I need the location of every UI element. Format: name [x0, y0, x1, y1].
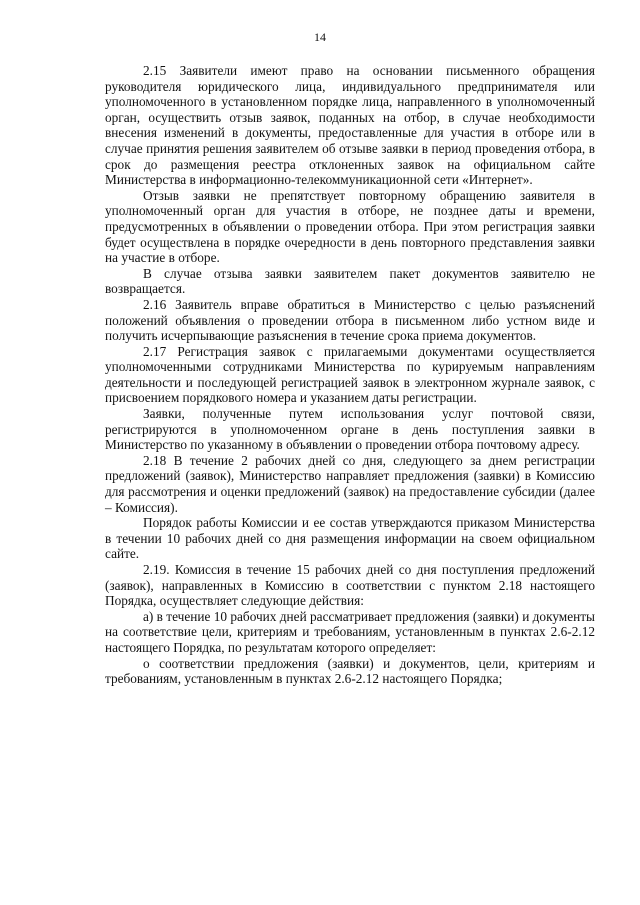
paragraph-2-19-a: а) в течение 10 рабочих дней рассматривает предложения (заявки) и документы на соответствие цели, критериям и требованиям, установленным в пунктах 2.6-2.12 настоящего Порядка, по результатам которого определяет:	[105, 608, 595, 655]
paragraph-documents-not-returned: В случае отзыва заявки заявителем пакет документов заявителю не возвращается.	[105, 265, 595, 297]
paragraph-2-16: 2.16 Заявитель вправе обратиться в Министерство с целью разъяснений положений объявления о проведении отбора в письменном либо устном виде и получить исчерпывающие разъяснения в течение срока приема документов.	[105, 296, 595, 344]
paragraph-2-15: 2.15 Заявители имеют право на основании письменного обращения руководителя юридического лица, индивидуального предпринимателя или уполномоченного в установленном порядке лица, направленного в уполномоченный орган, осуществить отзыв заявок, поданных на отбор, в случае необходимости внесения изменений в документы, предоставленные для участия в отборе или в случае принятия решения заявителем об отзыве заявки в период проведения отбора, в срок до размещения реестра отклоненных заявок на официальном сайте Министерства в информационно-телекоммуникационной сети «Интернет».	[105, 63, 595, 188]
document-body	[105, 63, 595, 687]
paragraph-2-18: 2.18 В течение 2 рабочих дней со дня, следующего за днем регистрации предложений (заявок), Министерство направляет предложения (заявки) в Комиссию для рассмотрения и оценки предложений (заявок) на предоставление субсидии (далее – Комиссия).	[105, 452, 595, 515]
paragraph-2-17: 2.17 Регистрация заявок с прилагаемыми документами осуществляется уполномоченными сотрудниками Министерства по курируемым направлениям деятельности и последующей регистрацией заявок в электронном журнале заявок, с присвоением порядкового номера и указанием даты регистрации.	[105, 343, 595, 406]
paragraph-2-19: 2.19. Комиссия в течение 15 рабочих дней со дня поступления предложений (заявок), направленных в Комиссию в соответствии с пунктом 2.18 настоящего Порядка, осуществляет следующие действия:	[105, 562, 595, 609]
page-number: 14	[314, 30, 326, 44]
paragraph-commission-procedure: Порядок работы Комиссии и ее состав утверждаются приказом Министерства в течении 10 рабочих дней со дня размещения информации на своем официальном сайте.	[105, 515, 595, 562]
paragraph-withdrawal: Отзыв заявки не препятствует повторному обращению заявителя в уполномоченный орган для участия в отборе, не позднее даты и времени, предусмотренных в объявлении о проведении отбора. При этом регистрация заявки будет осуществлена в порядке очередности в день повторного представления заявки на участие в отборе.	[105, 187, 595, 266]
paragraph-postal-applications: Заявки, полученные путем использования услуг почтовой связи, регистрируются в уполномоченном органе в день поступления заявки в Министерство по указанному в объявлении о проведении отбора почтовому адресу.	[105, 406, 595, 453]
paragraph-compliance: о соответствии предложения (заявки) и документов, цели, критериям и требованиям, установленным в пунктах 2.6-2.12 настоящего Порядка;	[105, 655, 595, 687]
